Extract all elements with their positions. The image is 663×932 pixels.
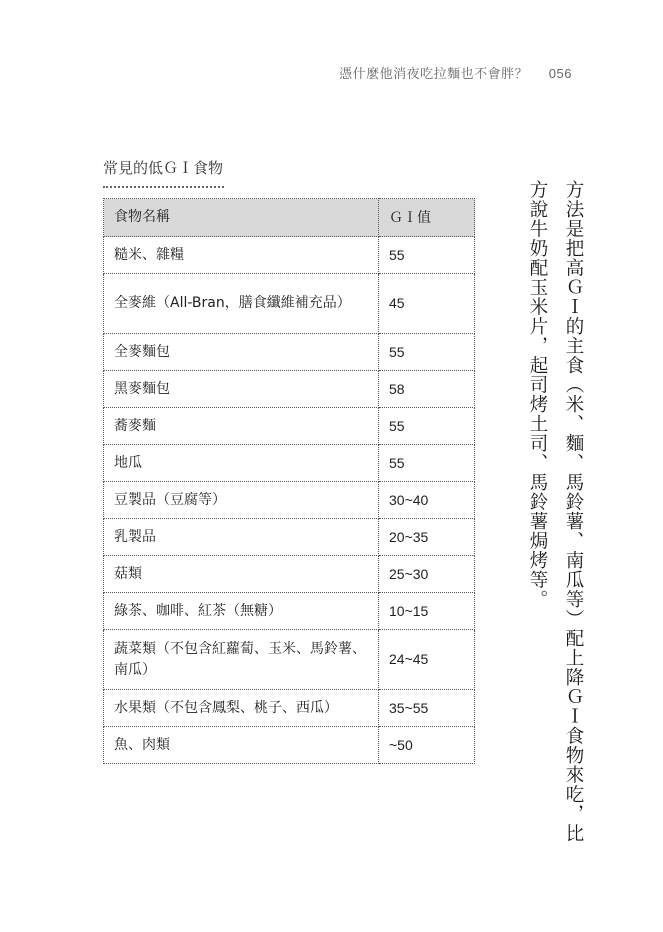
food-cell: 蔬菜類（不包含紅蘿蔔、玉米、馬鈴薯、南瓜） [104,630,379,690]
food-cell: 全麥維（All-Bran，膳食纖維補充品） [104,274,379,334]
gi-cell: 45 [379,274,475,334]
table-row [104,408,475,445]
gi-cell: 55 [379,237,475,274]
column-header-gi: ＧＩ值 [379,199,475,237]
gi-cell: 35~55 [379,690,475,727]
running-header [339,63,572,82]
page-number: 056 [548,66,572,81]
gi-food-table [103,198,475,764]
food-cell: 全麥麵包 [104,334,379,371]
gi-cell: 55 [379,334,475,371]
table-header-row [104,199,475,237]
food-cell: 蕎麥麵 [104,408,379,445]
table-row [104,445,475,482]
table-row [104,371,475,408]
body-text-vertical [519,180,591,880]
table-row [104,727,475,764]
table-row [104,237,475,274]
table-row [104,593,475,630]
food-cell: 乳製品 [104,519,379,556]
food-cell: 魚、肉類 [104,727,379,764]
table-title: 常見的低ＧＩ食物 [103,157,224,188]
body-text-line-1: 方法是把高ＧＩ的主食（米、麵、馬鈴薯、南瓜等）配上降ＧＩ食物來吃，比 [563,180,584,843]
table-row [104,334,475,371]
body-text-line-2: 方說牛奶配玉米片，起司烤土司、馬鈴薯焗烤等。 [527,180,548,609]
gi-cell: 58 [379,371,475,408]
food-cell: 水果類（不包含鳳梨、桃子、西瓜） [104,690,379,727]
column-header-food: 食物名稱 [104,199,379,237]
food-cell: 地瓜 [104,445,379,482]
gi-cell: ~50 [379,727,475,764]
gi-cell: 55 [379,408,475,445]
table-row [104,556,475,593]
food-cell: 糙米、雜糧 [104,237,379,274]
gi-cell: 20~35 [379,519,475,556]
gi-cell: 55 [379,445,475,482]
table-row [104,690,475,727]
table-row [104,274,475,334]
table-row [104,482,475,519]
food-cell: 豆製品（豆腐等） [104,482,379,519]
food-cell: 菇類 [104,556,379,593]
table-row [104,519,475,556]
gi-cell: 25~30 [379,556,475,593]
food-cell: 綠茶、咖啡、紅茶（無糖） [104,593,379,630]
gi-cell: 30~40 [379,482,475,519]
gi-cell: 24~45 [379,630,475,690]
book-title: 憑什麼他消夜吃拉麵也不會胖？ [339,67,529,82]
food-cell: 黑麥麵包 [104,371,379,408]
gi-cell: 10~15 [379,593,475,630]
table-row [104,630,475,690]
